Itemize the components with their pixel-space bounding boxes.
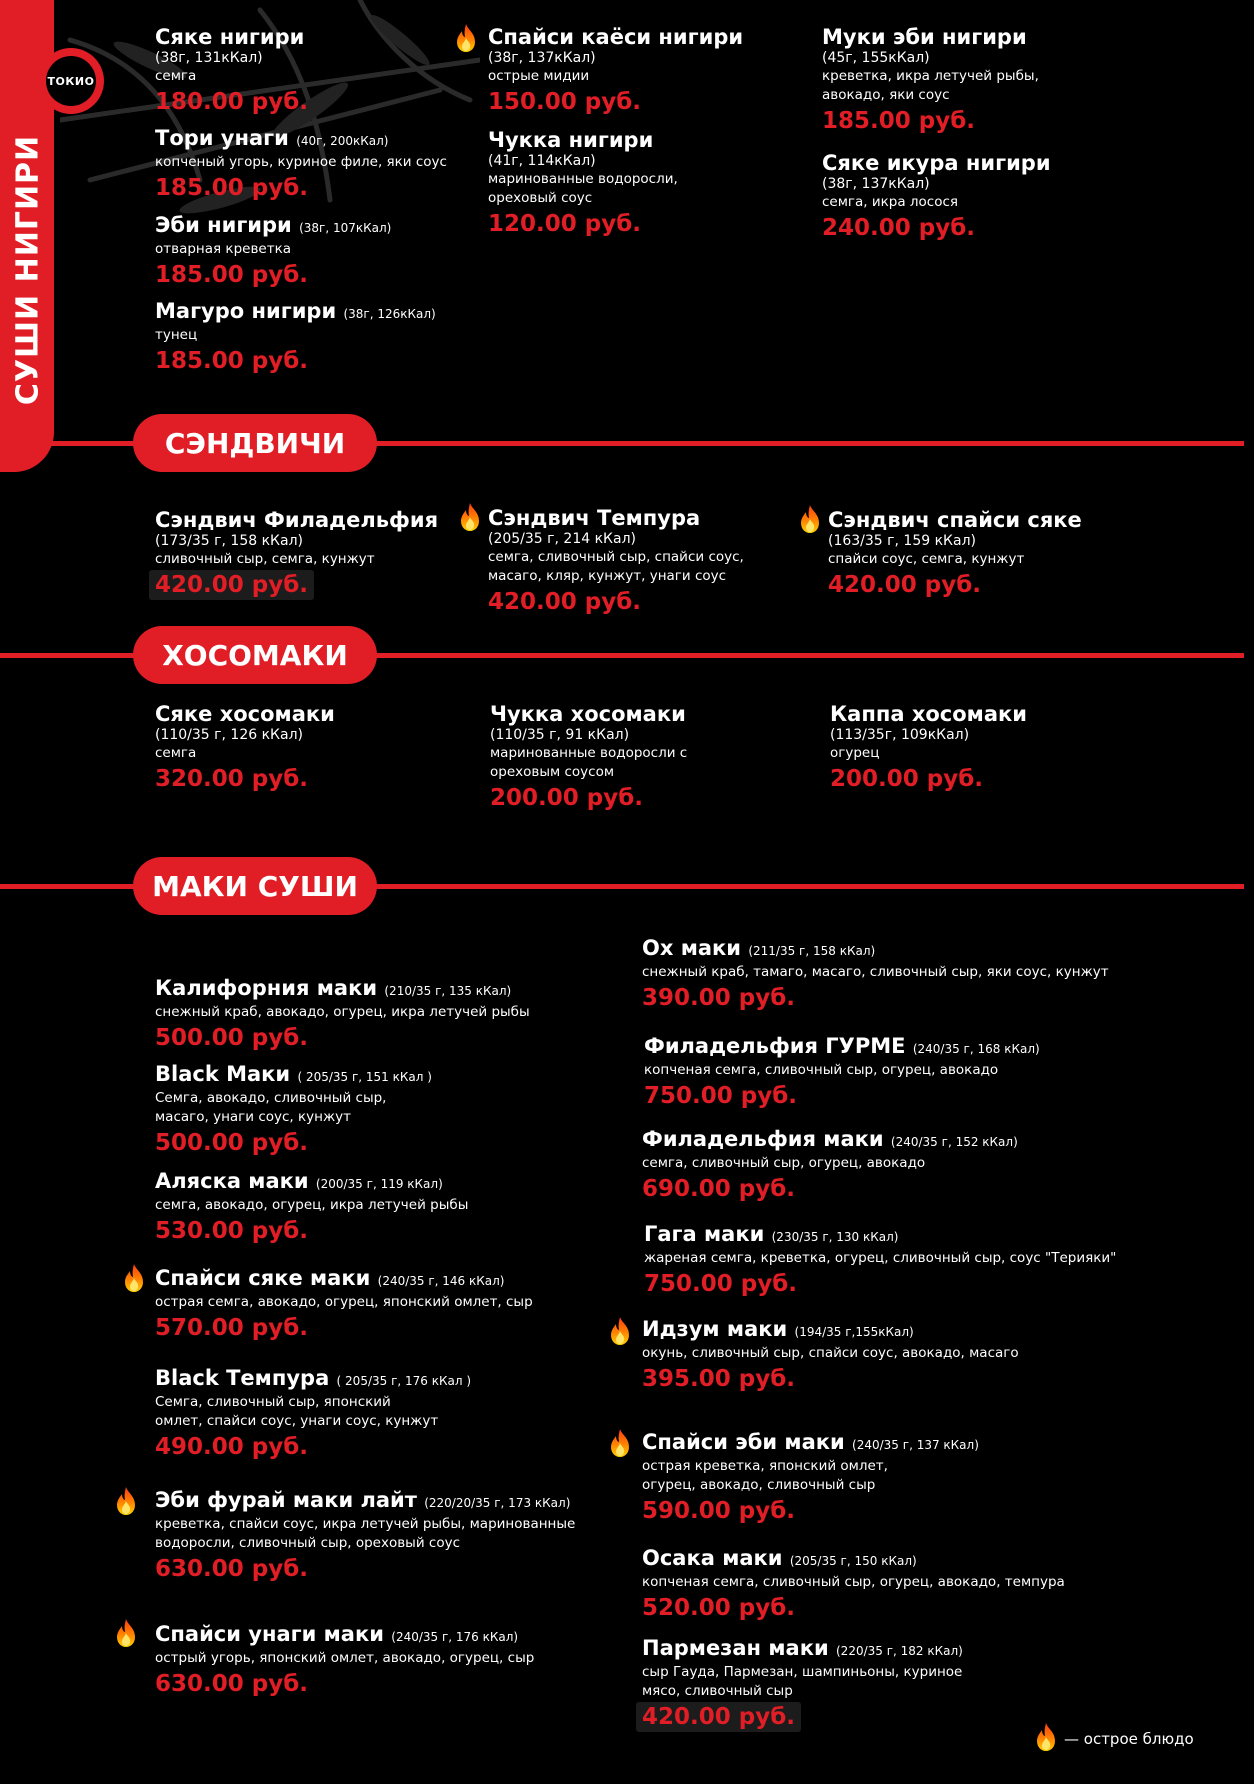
item-price: 390.00 руб. (642, 985, 796, 1011)
item-kcal: ( 205/35 г, 176 кКал ) (336, 1374, 472, 1388)
item-desc: отварная креветка (155, 241, 292, 257)
item-desc: Семга, сливочный сыр, японский омлет, спайси соус, унаги соус, кунжут (155, 1394, 439, 1429)
fire-icon (608, 1428, 632, 1458)
item-name: Филадельфия ГУРМЕ (644, 1034, 906, 1058)
item-kcal: (38г, 126кКал) (343, 307, 436, 321)
legend-text: — острое блюдо (1064, 1730, 1194, 1748)
item-name: Сяке икура нигири (822, 151, 1051, 175)
tokio-logo (38, 48, 104, 114)
menu-item (155, 299, 436, 376)
item-kcal: (41г, 114кКал) (488, 153, 596, 169)
item-desc: острая семга, авокадо, огурец, японский омлет, сыр (155, 1294, 533, 1310)
item-name: Black Темпура (155, 1366, 330, 1390)
item-name: Осака маки (642, 1546, 783, 1570)
item-price: 200.00 руб. (490, 785, 644, 811)
item-desc: спайси соус, семга, кунжут (828, 551, 1025, 567)
item-desc: семга (155, 68, 197, 84)
item-kcal: (205/35 г, 150 кКал) (789, 1554, 917, 1568)
item-kcal: (40г, 200кКал) (296, 134, 389, 148)
item-kcal: (163/35 г, 159 кКал) (828, 533, 976, 549)
menu-item (642, 1430, 979, 1526)
fire-icon (114, 1486, 138, 1516)
fire-icon (608, 1316, 632, 1346)
item-name: Тори унаги (155, 126, 289, 150)
item-name: Black Маки (155, 1062, 291, 1086)
item-desc: семга (155, 745, 197, 761)
item-name: Идзум маки (642, 1317, 788, 1341)
item-kcal: ( 205/35 г, 151 кКал ) (297, 1070, 432, 1084)
fire-icon (1034, 1722, 1058, 1752)
item-kcal: (240/35 г, 137 кКал) (852, 1438, 979, 1452)
menu-item (490, 702, 730, 813)
item-desc: острые мидии (488, 68, 590, 84)
item-kcal: (194/35 г,155кКал) (794, 1325, 914, 1339)
item-name: Спайси каёси нигири (488, 25, 744, 49)
menu-item (488, 128, 698, 239)
item-price: 185.00 руб. (822, 108, 976, 134)
item-desc: снежный краб, авокадо, огурец, икра летучей рыбы (155, 1004, 530, 1020)
item-kcal: (38г, 137кКал) (488, 50, 596, 66)
item-kcal: (220/35 г, 182 кКал) (836, 1644, 963, 1658)
menu-item (155, 126, 455, 203)
item-kcal: (173/35 г, 158 кКал) (155, 533, 303, 549)
item-name: Чукка нигири (488, 128, 654, 152)
section-title-hosomaki: ХОСОМАКИ (133, 626, 377, 684)
item-kcal: (211/35 г, 158 кКал) (748, 944, 876, 958)
menu-item (642, 1546, 1065, 1623)
item-name: Сяке нигири (155, 25, 305, 49)
item-name: Магуро нигири (155, 299, 337, 323)
item-name: Калифорния маки (155, 976, 378, 1000)
item-price: 490.00 руб. (155, 1434, 309, 1460)
item-price: 500.00 руб. (155, 1130, 309, 1156)
item-price: 395.00 руб. (642, 1366, 796, 1392)
fire-icon (114, 1618, 138, 1648)
item-price: 420.00 руб. (488, 589, 642, 615)
item-name: Спайси сяке маки (155, 1266, 371, 1290)
item-kcal: (113/35г, 109кКал) (830, 727, 970, 743)
item-price: 750.00 руб. (644, 1083, 798, 1109)
item-desc: семга, сливочный сыр, спайси соус, масаго, кляр, кунжут, унаги соус (488, 549, 744, 584)
menu-item (642, 1636, 982, 1732)
item-desc: креветка, спайси соус, икра летучей рыбы, маринованные водоросли, сливочный сыр, ореховый соус (155, 1516, 576, 1551)
menu-item (155, 702, 335, 794)
item-desc: семга, икра лосося (822, 194, 959, 210)
item-kcal: (240/35 г, 176 кКал) (391, 1630, 519, 1644)
item-name: Аляска маки (155, 1169, 309, 1193)
spicy-legend (1034, 1722, 1234, 1754)
menu-item (642, 936, 1109, 1013)
item-desc: семга, сливочный сыр, огурец, авокадо (642, 1155, 926, 1171)
item-desc: жареная семга, креветка, огурец, сливочный сыр, соус "Терияки" (644, 1250, 1117, 1266)
item-kcal: (240/35 г, 152 кКал) (890, 1135, 1018, 1149)
item-desc: маринованные водоросли с ореховым соусом (490, 745, 688, 780)
menu-item (155, 1266, 533, 1343)
item-desc: огурец (830, 745, 880, 761)
section-title-sandwiches: СЭНДВИЧИ (133, 414, 377, 472)
item-price: 590.00 руб. (642, 1498, 796, 1524)
fire-icon (454, 23, 478, 53)
section-title-nigiri: СУШИ НИГИРИ (10, 134, 46, 406)
menu-item (822, 151, 1051, 243)
item-desc: семга, авокадо, огурец, икра летучей рыбы (155, 1197, 469, 1213)
item-price: 530.00 руб. (155, 1218, 309, 1244)
item-name: Пармезан маки (642, 1636, 829, 1660)
item-desc: окунь, сливочный сыр, спайси соус, авокадо, масаго (642, 1345, 1019, 1361)
item-price: 420.00 руб. (828, 572, 982, 598)
menu-item (155, 508, 438, 600)
item-price: 520.00 руб. (642, 1595, 796, 1621)
item-price: 320.00 руб. (155, 766, 309, 792)
item-price: 420.00 руб. (636, 1702, 801, 1732)
item-price: 120.00 руб. (488, 211, 642, 237)
menu-item (155, 1488, 585, 1584)
menu-item (155, 1366, 472, 1462)
menu-item (155, 25, 308, 117)
item-price: 500.00 руб. (155, 1025, 309, 1051)
item-name: Филадельфия маки (642, 1127, 884, 1151)
item-kcal: (240/35 г, 168 кКал) (912, 1042, 1040, 1056)
item-kcal: (210/35 г, 135 кКал) (384, 984, 512, 998)
item-name: Муки эби нигири (822, 25, 1027, 49)
fire-icon (798, 504, 822, 534)
item-kcal: (240/35 г, 146 кКал) (377, 1274, 505, 1288)
item-name: Спайси эби маки (642, 1430, 845, 1454)
menu-item (642, 1317, 1019, 1394)
menu-item (155, 213, 391, 290)
item-kcal: (200/35 г, 119 кКал) (315, 1177, 443, 1191)
item-price: 185.00 руб. (155, 175, 309, 201)
item-kcal: (230/35 г, 130 кКал) (771, 1230, 899, 1244)
item-name: Ох маки (642, 936, 742, 960)
item-price: 200.00 руб. (830, 766, 984, 792)
item-desc: копченый угорь, куриное филе, яки соус (155, 154, 447, 170)
item-name: Сяке хосомаки (155, 702, 335, 726)
item-kcal: (38г, 131кКал) (155, 50, 263, 66)
item-desc: сливочный сыр, семга, кунжут (155, 551, 375, 567)
item-name: Гага маки (644, 1222, 765, 1246)
item-price: 630.00 руб. (155, 1671, 309, 1697)
item-price: 420.00 руб. (149, 570, 314, 600)
item-kcal: (205/35 г, 214 кКал) (488, 531, 636, 547)
item-desc: копченая семга, сливочный сыр, огурец, авокадо, темпура (642, 1574, 1065, 1590)
item-name: Каппа хосомаки (830, 702, 1027, 726)
fire-icon (122, 1263, 146, 1293)
item-name: Сэндвич Темпура (488, 506, 701, 530)
item-desc: Семга, авокадо, сливочный сыр, масаго, унаги соус, кунжут (155, 1090, 387, 1125)
logo-text: ТОКИО (46, 56, 96, 106)
fire-icon (458, 502, 482, 532)
item-desc: сыр Гауда, Пармезан, шампиньоны, куриное мясо, сливочный сыр (642, 1664, 963, 1699)
menu-item (644, 1222, 1116, 1299)
menu-item (644, 1034, 1040, 1111)
item-kcal: (38г, 137кКал) (822, 176, 930, 192)
item-kcal: (110/35 г, 126 кКал) (155, 727, 303, 743)
item-price: 630.00 руб. (155, 1556, 309, 1582)
item-name: Эби фурай маки лайт (155, 1488, 417, 1512)
item-desc: креветка, икра летучей рыбы, авокадо, яки соус (822, 68, 1039, 103)
menu-item (488, 25, 743, 117)
item-desc: маринованные водоросли, ореховый соус (488, 171, 678, 206)
menu-item (488, 506, 778, 617)
item-name: Чукка хосомаки (490, 702, 686, 726)
menu-item (830, 702, 1027, 794)
item-price: 750.00 руб. (644, 1271, 798, 1297)
menu-item (828, 508, 1082, 600)
item-desc: тунец (155, 327, 198, 343)
item-desc: острый угорь, японский омлет, авокадо, огурец, сыр (155, 1650, 535, 1666)
section-title-maki: МАКИ СУШИ (133, 857, 377, 915)
item-desc: снежный краб, тамаго, масаго, сливочный сыр, яки соус, кунжут (642, 964, 1109, 980)
menu-item (155, 1169, 468, 1246)
menu-item (155, 976, 530, 1053)
item-price: 240.00 руб. (822, 215, 976, 241)
item-name: Эби нигири (155, 213, 292, 237)
menu-item (822, 25, 1047, 136)
item-price: 185.00 руб. (155, 348, 309, 374)
menu-item (155, 1062, 435, 1158)
item-kcal: (220/20/35 г, 173 кКал) (424, 1496, 571, 1510)
menu-item (155, 1622, 534, 1699)
item-kcal: (110/35 г, 91 кКал) (490, 727, 630, 743)
item-kcal: (45г, 155кКал) (822, 50, 930, 66)
item-kcal: (38г, 107кКал) (299, 221, 392, 235)
item-desc: копченая семга, сливочный сыр, огурец, авокадо (644, 1062, 999, 1078)
item-price: 570.00 руб. (155, 1315, 309, 1341)
item-name: Сэндвич Филадельфия (155, 508, 439, 532)
item-price: 185.00 руб. (155, 262, 309, 288)
item-name: Спайси унаги маки (155, 1622, 384, 1646)
item-desc: острая креветка, японский омлет, огурец, авокадо, сливочный сыр (642, 1458, 888, 1493)
item-price: 180.00 руб. (155, 89, 309, 115)
menu-item (642, 1127, 1018, 1204)
item-price: 150.00 руб. (488, 89, 642, 115)
item-price: 690.00 руб. (642, 1176, 796, 1202)
item-name: Сэндвич спайси сяке (828, 508, 1082, 532)
